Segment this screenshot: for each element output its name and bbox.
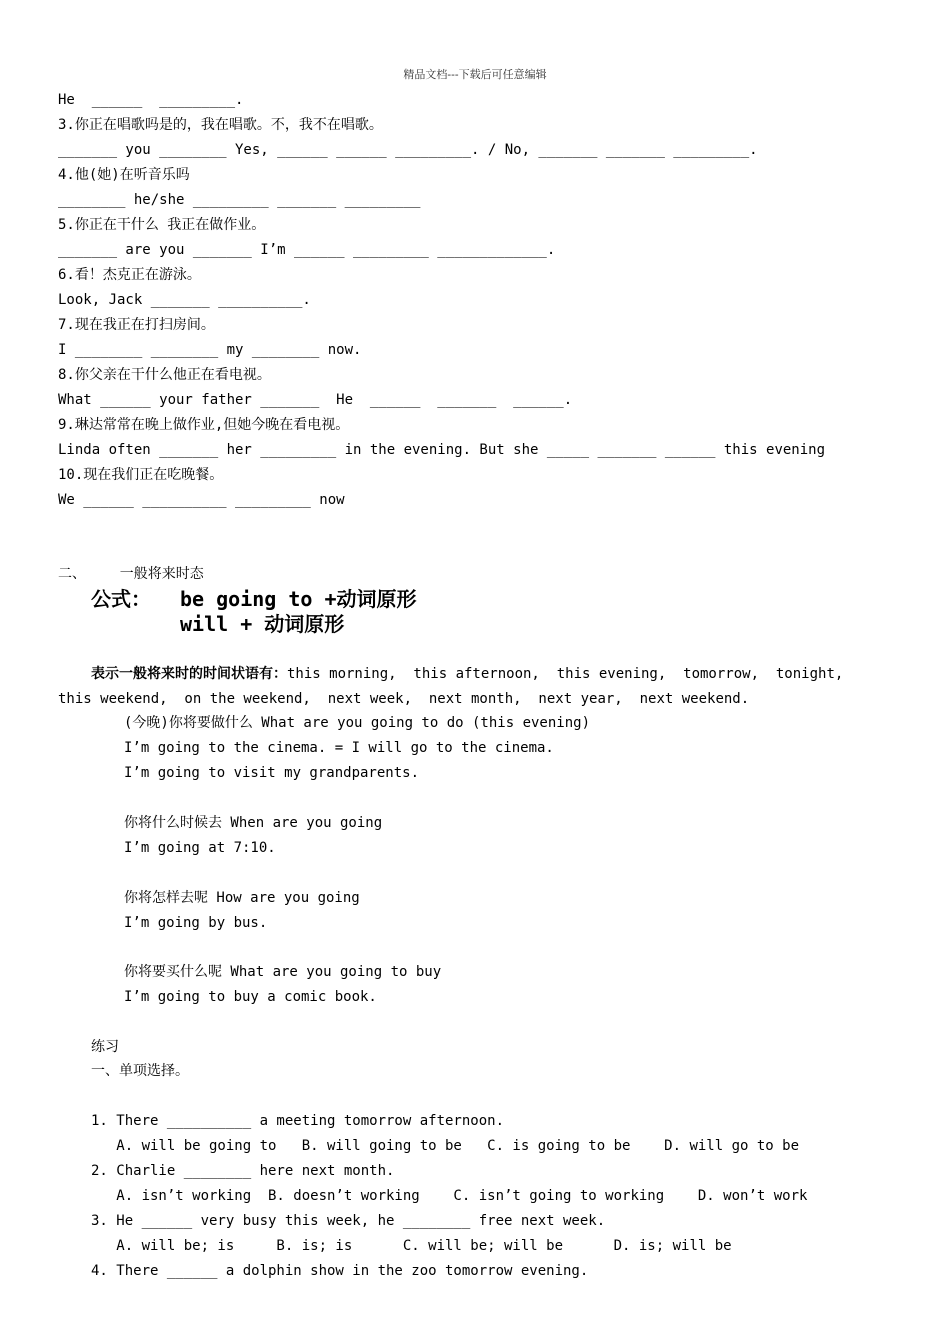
exercise-line: I ________ ________ my ________ now.	[58, 342, 362, 358]
example-line: I’m going by bus.	[124, 915, 268, 931]
exercise-line: What ______ your father _______ He ______ _______ ______.	[58, 392, 573, 408]
exercise-line: 9.琳达常常在晚上做作业,但她今晚在看电视。	[58, 417, 350, 433]
example-line: 你将什么时候去 When are you going	[124, 815, 383, 831]
time-adverbials-label: 表示一般将来时的时间状语有：	[91, 666, 287, 682]
practice-subtitle: 一、单项选择。	[91, 1063, 189, 1079]
formula-line: will + 动词原形	[180, 612, 345, 636]
section-heading: 二、 一般将来时态	[58, 566, 204, 582]
formula-label: 公式：	[91, 587, 151, 611]
exercise-line: We ______ __________ _________ now	[58, 492, 345, 508]
exercise-line: 3.你正在唱歌吗是的，我在唱歌。不，我不在唱歌。	[58, 117, 383, 133]
question-line: 3. He ______ very busy this week, he ________ free next week.	[91, 1213, 606, 1229]
question-line: 4. There ______ a dolphin show in the zoo tomorrow evening.	[91, 1263, 589, 1279]
exercise-line: _______ you ________ Yes, ______ ______ _________. / No, _______ _______ _________.	[58, 142, 758, 158]
exercise-line: 7.现在我正在打扫房间。	[58, 317, 215, 333]
example-line: 你将怎样去呢 How are you going	[124, 890, 360, 906]
example-line: (今晚)你将要做什么 What are you going to do (this evening)	[124, 715, 591, 731]
example-line: 你将要买什么呢 What are you going to buy	[124, 964, 442, 980]
options-line: A. will be going to B. will going to be C. is going to be D. will go to be	[91, 1138, 800, 1154]
example-line: I’m going to buy a comic book.	[124, 989, 377, 1005]
exercise-line: He ______ _________.	[58, 92, 244, 108]
question-line: 1. There __________ a meeting tomorrow afternoon.	[91, 1113, 505, 1129]
exercise-line: 4.他(她)在听音乐吗	[58, 167, 190, 183]
example-line: I’m going to the cinema. = I will go to the cinema.	[124, 740, 554, 756]
example-line: I’m going at 7:10.	[124, 840, 276, 856]
time-adverbials-words: this morning, this afternoon, this evening, tomorrow, tonight,	[287, 666, 844, 682]
time-adverbials-words: this weekend, on the weekend, next week, next month, next year, next weekend.	[58, 691, 750, 707]
exercise-line: 6.看！杰克正在游泳。	[58, 267, 201, 283]
page-header: 精品文档---下载后可任意编辑	[403, 68, 547, 81]
options-line: A. will be; is B. is; is C. will be; will be D. is; will be	[91, 1238, 732, 1254]
options-line: A. isn’t working B. doesn’t working C. isn’t going to working D. won’t work	[91, 1188, 808, 1204]
exercise-line: Linda often _______ her _________ in the evening. But she _____ _______ ______ this evening	[58, 442, 826, 458]
exercise-line: Look, Jack _______ __________.	[58, 292, 311, 308]
exercise-line: 8.你父亲在干什么他正在看电视。	[58, 367, 271, 383]
exercise-line: ________ he/she _________ _______ _________	[58, 192, 421, 208]
practice-title: 练习	[91, 1039, 119, 1055]
formula-line: be going to +动词原形	[180, 587, 417, 611]
exercise-line: 10.现在我们正在吃晚餐。	[58, 467, 224, 483]
time-adverbials	[91, 665, 843, 683]
example-line: I’m going to visit my grandparents.	[124, 765, 420, 781]
question-line: 2. Charlie ________ here next month.	[91, 1163, 395, 1179]
exercise-line: _______ are you _______ I’m ______ _________ _____________.	[58, 242, 556, 258]
exercise-line: 5.你正在干什么 我正在做作业。	[58, 217, 266, 233]
